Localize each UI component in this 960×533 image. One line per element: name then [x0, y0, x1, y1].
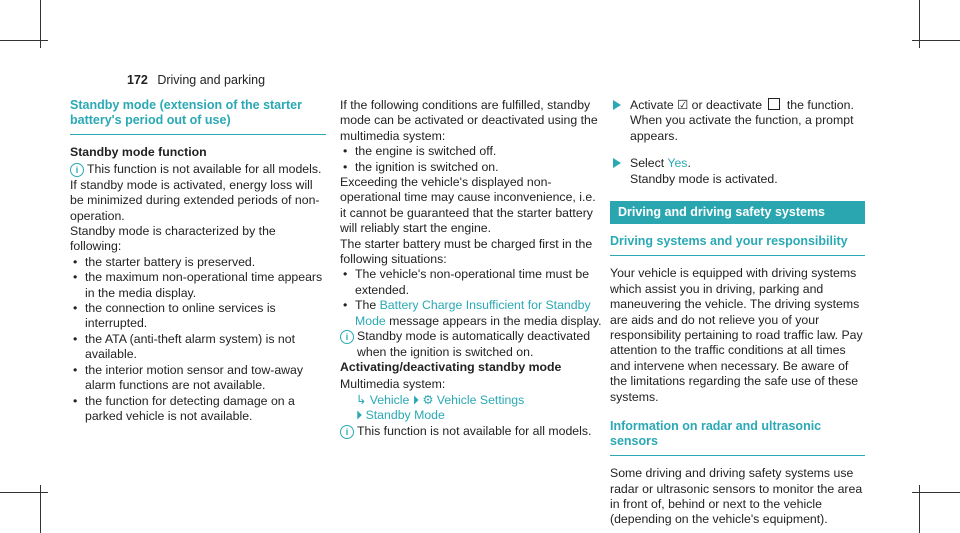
menu-path: ↳ Vehicle ⏵ ⚙ Vehicle Settings — [356, 392, 525, 407]
list-item: • the interior motion sensor and tow-away alarm functions are not available. — [70, 363, 326, 394]
subheading: Activating/deactivating standby mode — [340, 359, 562, 374]
column-3 — [610, 98, 865, 528]
info-icon: i — [340, 425, 354, 439]
page-number: 172 — [127, 73, 148, 87]
list-item — [340, 298, 602, 329]
paragraph: Multimedia system: — [340, 377, 446, 392]
paragraph: Some driving and driving safety systems use radar or ultrasonic sensors to monitor the area in front of, behind or next to the vehicle (depending on the vehicle's equipment). — [610, 466, 863, 527]
subheading: Standby mode function — [70, 145, 207, 159]
paragraph: If the following conditions are fulfilled, standby mode can be activated or deactivated using the multimedia system: — [340, 98, 598, 143]
section-heading: Information on radar and ultrasonic sensors — [610, 419, 865, 456]
text: Standby mode is activated. — [630, 171, 778, 186]
paragraph: The starter battery must be charged first in the following situations: — [340, 236, 593, 267]
list-item: • the ignition is switched on. — [340, 160, 602, 175]
info-icon: i — [70, 163, 84, 177]
list-item: • The vehicle's non-operational time must be extended. — [340, 267, 602, 298]
text: message appears in the media display. — [385, 313, 602, 328]
step — [610, 98, 865, 144]
list-item: • the starter battery is preserved. — [70, 255, 326, 270]
note — [340, 424, 602, 439]
text: the function. — [786, 98, 854, 112]
page-header — [127, 73, 265, 87]
section-heading: Standby mode (extension of the starter battery's period out of use) — [70, 98, 326, 135]
list-item: • the ATA (anti-theft alarm system) is not available. — [70, 332, 326, 363]
list-item: • the engine is switched off. — [340, 144, 602, 159]
menu-path: ⏵ Standby Mode — [356, 408, 445, 423]
column-2 — [340, 98, 602, 439]
note — [340, 329, 602, 360]
paragraph: If standby mode is activated, energy loss will be minimized during extended periods of non-operation. — [70, 177, 320, 223]
text: The — [355, 298, 380, 313]
note-text: This function is not available for all models. — [357, 423, 592, 438]
crop-mark — [912, 492, 960, 493]
info-icon: i — [340, 330, 354, 344]
option-yes: Yes — [667, 156, 688, 171]
paragraph: Exceeding the vehicle's displayed non-operational time may cause inconvenience, i.e. it cannot be guaranteed that the starter battery will reliably start the engine. — [340, 175, 596, 236]
list-item: • the maximum non-operational time appears in the media display. — [70, 270, 326, 301]
section-heading: Driving systems and your responsibility — [610, 234, 865, 256]
crop-mark — [912, 40, 960, 41]
text: When you activate the function, a prompt appears. — [630, 113, 854, 143]
text: Activate — [630, 98, 674, 112]
paragraph: Standby mode is characterized by the following: — [70, 224, 276, 254]
bullet-list — [340, 267, 602, 329]
bullet-list — [340, 144, 602, 175]
arrow-icon — [613, 158, 621, 168]
column-1 — [70, 98, 326, 424]
crop-mark — [0, 492, 48, 493]
crop-mark — [0, 40, 48, 41]
list-item: • the connection to online services is interrupted. — [70, 301, 326, 332]
step: Select Yes. Standby mode is activated. — [610, 156, 865, 187]
checkbox-empty-icon — [768, 98, 780, 110]
list-item: • the function for detecting damage on a parked vehicle is not available. — [70, 394, 326, 425]
paragraph: Your vehicle is equipped with driving systems which assist you in driving, parking and maneuvering the vehicle. The driving systems are aids and do not relieve you of your responsibility pertaining to road traffic law. Pay attention to the traffic conditions at all times and intervene when necessary. Be aware of the limitations regarding the safe use of these systems. — [610, 266, 863, 404]
text: Select — [630, 156, 665, 171]
message-link: Battery Charge Insufficient for Standby Mode — [355, 298, 591, 328]
text: or deactivate — [691, 98, 763, 112]
note-text: This function is not available for all models. — [87, 162, 322, 177]
section-title: Driving and parking — [157, 73, 266, 87]
arrow-icon — [613, 100, 621, 110]
bullet-list — [70, 255, 326, 424]
checkbox-checked-icon: ☑ — [677, 98, 689, 112]
note — [70, 162, 326, 177]
section-banner: Driving and driving safety systems — [610, 201, 865, 224]
note-text: Standby mode is automatically deactivated when the ignition is switched on. — [357, 329, 591, 359]
